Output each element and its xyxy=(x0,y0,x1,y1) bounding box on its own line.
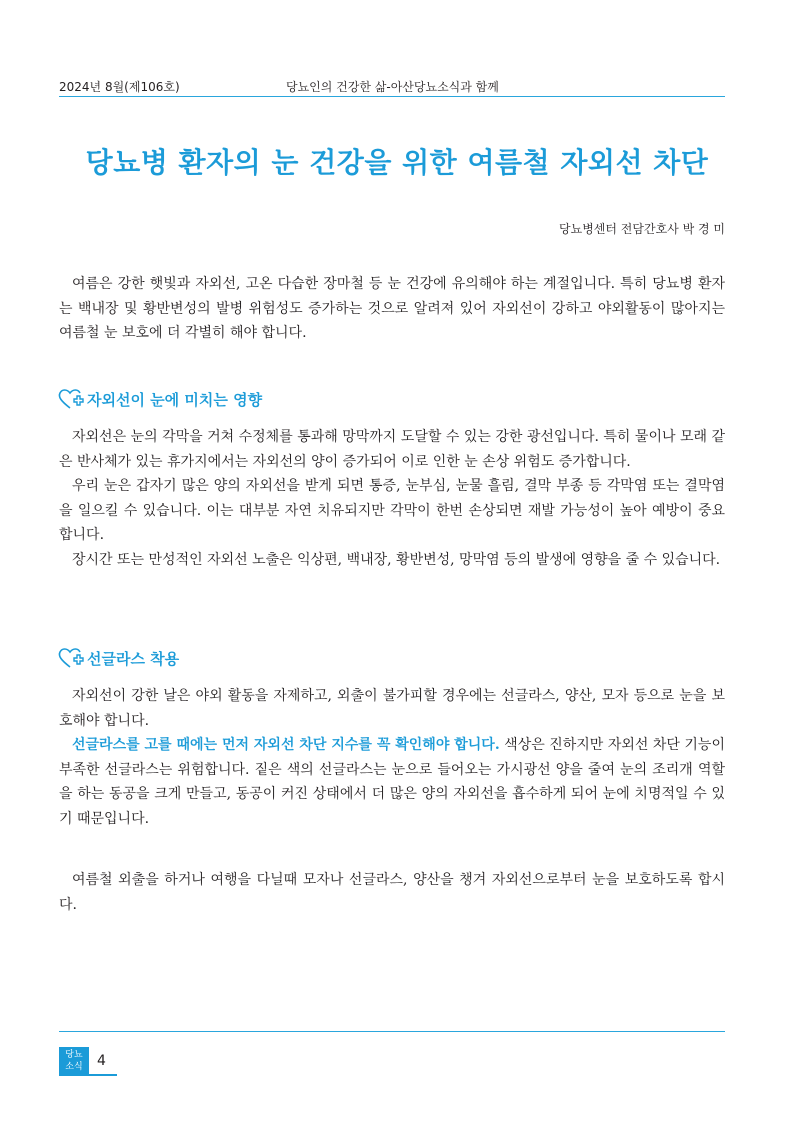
section-heading-text: 선글라스 착용 xyxy=(87,649,180,668)
section2-paragraph-2-rest: 색상은 진하지만 자외선 차단 기능이 부족한 선글라스는 위험합니다. 짙은 색의 선글라스는 눈으로 들어오는 가시광선 양을 줄여 눈의 조리개 역할을 하는 동공을 크게 만들고, 동공이 커진 상태에서 더 많은 양의 자외선을 흡수하게 되어 눈에 치명적일 수 있기 때문입니다. xyxy=(59,737,725,827)
intro-paragraph xyxy=(59,272,725,346)
article-title: 당뇨병 환자의 눈 건강을 위한 여름철 자외선 차단 xyxy=(85,146,709,179)
badge-bottom-text: 소식 xyxy=(65,1062,83,1072)
issue-label: 2024년 8월(제106호) xyxy=(59,80,180,94)
footer-divider xyxy=(59,1031,725,1032)
heart-plus-icon xyxy=(57,646,85,670)
section1-paragraph-2: 우리 눈은 갑자기 많은 양의 자외선을 받게 되면 통증, 눈부심, 눈물 흘림, 결막 부종 등 각막염 또는 결막염을 일으킬 수 있습니다. 이는 대부분 자연 치유되지만 각막이 한번 손상되면 재발 가능성이 높아 예방이 중요합니다. xyxy=(59,478,725,543)
section2-paragraph-1: 자외선이 강한 날은 야외 활동을 자제하고, 외출이 불가피할 경우에는 선글라스, 양산, 모자 등으로 눈을 보호해야 합니다. xyxy=(59,688,725,729)
article-author: 당뇨병센터 전담간호사 박 경 미 xyxy=(559,222,725,236)
heart-plus-icon xyxy=(57,387,85,411)
publication-label: 당뇨인의 건강한 삶-아산당뇨소식과 함께 xyxy=(286,80,499,94)
closing-paragraph xyxy=(59,868,725,917)
footer-badge xyxy=(59,1047,89,1075)
section2-paragraph-2 xyxy=(59,733,725,831)
page-header xyxy=(59,78,725,96)
footer-underline xyxy=(59,1074,117,1076)
section-heading-sunglasses xyxy=(57,645,179,671)
closing-text: 여름철 외출을 하거나 여행을 다닐때 모자나 선글라스, 양산을 챙겨 자외선으로부터 눈을 보호하도록 합시다. xyxy=(59,872,725,913)
section1-body xyxy=(59,425,725,572)
section-heading-text: 자외선이 눈에 미치는 영향 xyxy=(87,390,263,409)
section1-paragraph-1: 자외선은 눈의 각막을 거쳐 수정체를 통과해 망막까지 도달할 수 있는 강한 광선입니다. 특히 물이나 모래 같은 반사체가 있는 휴가지에서는 자외선의 양이 증가되어 이로 인한 눈 손상 위험도 증가합니다. xyxy=(59,429,725,470)
section1-paragraph-3: 장시간 또는 만성적인 자외선 노출은 익상편, 백내장, 황반변성, 망막염 등의 발생에 영향을 줄 수 있습니다. xyxy=(72,551,721,568)
highlighted-tip: 선글라스를 고를 때에는 먼저 자외선 차단 지수를 꼭 확인해야 합니다. xyxy=(72,737,500,753)
page-number: 4 xyxy=(97,1053,106,1069)
header-divider xyxy=(59,96,725,97)
section2-body xyxy=(59,684,725,831)
badge-top-text: 당뇨 xyxy=(65,1050,83,1060)
section-heading-uv-effects xyxy=(57,386,262,412)
intro-text: 여름은 강한 햇빛과 자외선, 고온 다습한 장마철 등 눈 건강에 유의해야 하는 계절입니다. 특히 당뇨병 환자는 백내장 및 황반변성의 발병 위험성도 증가하는 것으로 알려져 있어 자외선이 강하고 야외활동이 많아지는 여름철 눈 보호에 더 각별히 해야 합니다. xyxy=(59,276,725,341)
